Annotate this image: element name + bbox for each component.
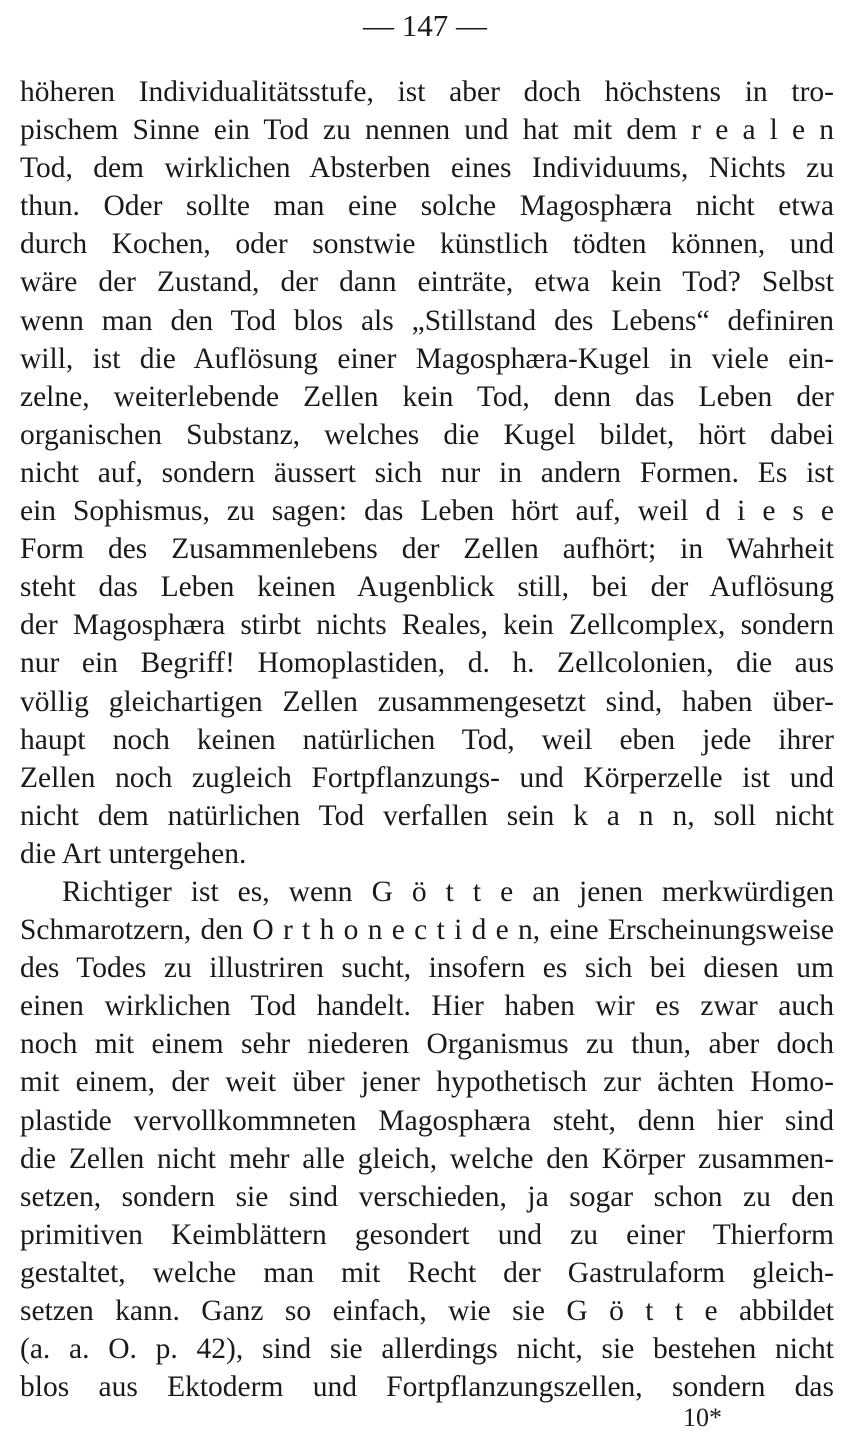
text-line: zelne, weiterlebende Zellen kein Tod, denn das Leben der	[20, 380, 834, 413]
text-line: nicht dem natürlichen Tod verfallen sein k a n n, soll nicht	[20, 799, 834, 832]
text-line: die Zellen nicht mehr alle gleich, welche den Körper zusammen-	[20, 1142, 834, 1175]
text-line: einen wirklichen Tod handelt. Hier haben wir es zwar auch	[20, 990, 834, 1023]
text-line: setzen kann. Ganz so einfach, wie sie G ö t t e abbildet	[20, 1295, 834, 1327]
text-line: höheren Individualitätsstufe, ist aber doch höchstens in tro-	[20, 76, 834, 108]
text-line: organischen Substanz, welches die Kugel bildet, hört dabei	[20, 418, 834, 451]
text-line: pischem Sinne ein Tod zu nennen und hat mit dem r e a l e n	[20, 114, 834, 147]
text-line: wenn man den Tod blos als „Stillstand des Lebens“ definiren	[20, 304, 834, 337]
text-line: primitiven Keimblättern gesondert und zu einer Thierform	[20, 1218, 834, 1251]
text-line: Zellen noch zugleich Fortpflanzungs- und Körperzelle ist und	[20, 761, 834, 794]
text-line: Schmarotzern, den O r t h o n e c t i d e n, eine Erscheinungsweise	[20, 914, 834, 947]
signature-mark: 10*	[683, 1403, 722, 1432]
text-line: blos aus Ektoderm und Fortpflanzungszellen, sondern das	[20, 1371, 834, 1404]
text-line: noch mit einem sehr niederen Organismus zu thun, aber doch	[20, 1028, 834, 1061]
text-line: haupt noch keinen natürlichen Tod, weil eben jede ihrer	[20, 723, 834, 756]
paragraph-start-line: Richtiger ist es, wenn G ö t t e an jenen merkwürdigen	[62, 875, 834, 908]
text-line: der Magosphæra stirbt nichts Reales, kein Zellcomplex, sondern	[20, 609, 834, 642]
text-line: völlig gleichartigen Zellen zusammengesetzt sind, haben über-	[20, 685, 834, 718]
text-line: Tod, dem wirklichen Absterben eines Individuums, Nichts zu	[20, 152, 834, 185]
text-line: nur ein Begriff! Homoplastiden, d. h. Zellcolonien, die aus	[20, 647, 834, 680]
text-line: setzen, sondern sie sind verschieden, ja sogar schon zu den	[20, 1180, 834, 1213]
text-line: nicht auf, sondern äussert sich nur in andern Formen. Es ist	[20, 456, 834, 489]
text-line: steht das Leben keinen Augenblick still, bei der Auflösung	[20, 571, 834, 604]
text-line: ein Sophismus, zu sagen: das Leben hört auf, weil d i e s e	[20, 495, 834, 528]
paragraph-end-line: die Art untergehen.	[20, 837, 247, 870]
text-line: des Todes zu illustriren sucht, insofern es sich bei diesen um	[20, 952, 834, 985]
body-text	[20, 73, 834, 1406]
page-number: — 147 —	[363, 8, 487, 43]
text-line: plastide vervollkommneten Magosphæra steht, denn hier sind	[20, 1104, 834, 1137]
text-line: durch Kochen, oder sonstwie künstlich tödten können, und	[20, 228, 834, 261]
text-line: (a. a. O. p. 42), sind sie allerdings nicht, sie bestehen nicht	[20, 1333, 834, 1366]
text-line: Form des Zusammenlebens der Zellen aufhört; in Wahrheit	[20, 533, 834, 566]
text-line: thun. Oder sollte man eine solche Magosphæra nicht etwa	[20, 190, 834, 223]
text-line: will, ist die Auflösung einer Magosphæra-Kugel in viele ein-	[20, 342, 834, 375]
text-line: wäre der Zustand, der dann einträte, etwa kein Tod? Selbst	[20, 266, 834, 299]
text-line: gestaltet, welche man mit Recht der Gastrulaform gleich-	[20, 1256, 834, 1289]
text-line: mit einem, der weit über jener hypothetisch zur ächten Homo-	[20, 1066, 834, 1099]
